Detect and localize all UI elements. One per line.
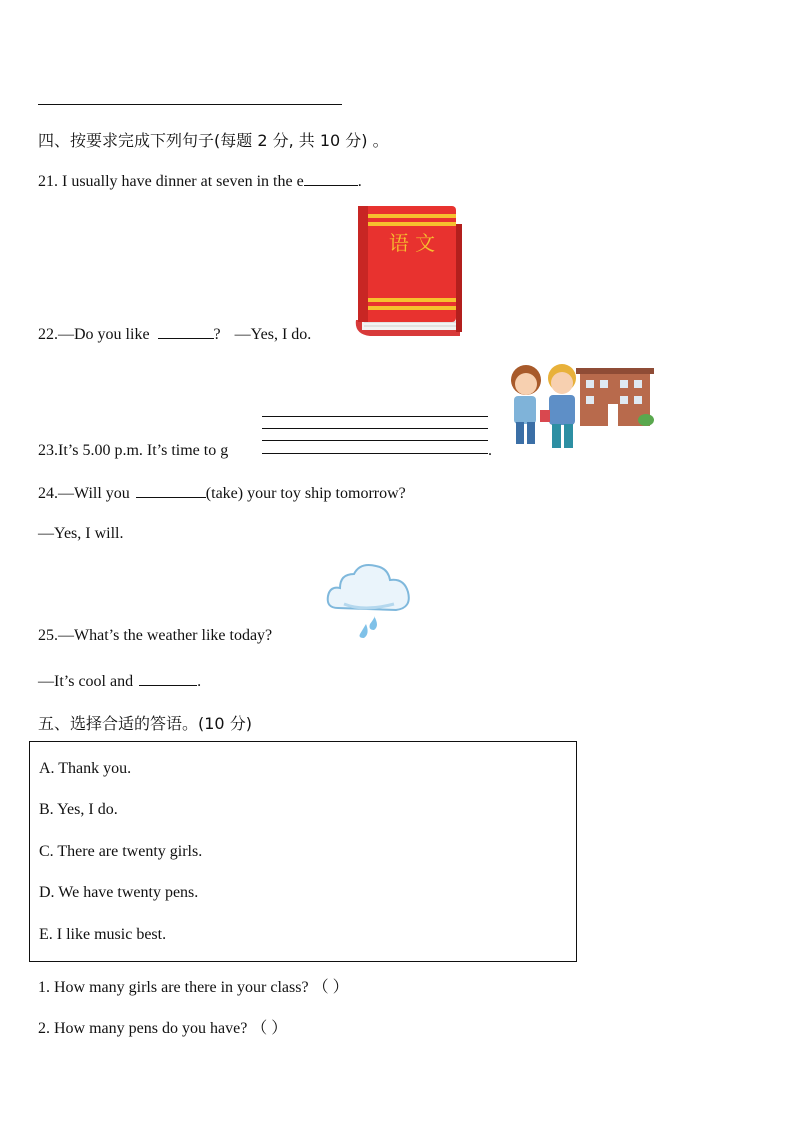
writing-line xyxy=(262,453,488,454)
option-b: B. Yes, I do. xyxy=(39,801,118,818)
option-c: C. There are twenty girls. xyxy=(39,843,203,860)
question-24-answer: —Yes, I will. xyxy=(38,525,124,542)
question-24-blank[interactable] xyxy=(136,483,206,498)
answer-options-box xyxy=(29,741,577,962)
question-22-text-a: 22.—Do you like xyxy=(38,326,150,343)
question-23-text: 23.It’s 5.00 p.m. It’s time to g xyxy=(38,442,229,459)
question-25-end: . xyxy=(197,673,202,690)
question-22-text-b: ? xyxy=(213,326,221,343)
question-25-answer-text: —It’s cool and xyxy=(38,673,134,690)
question-24-text-b: (take) your toy ship tomorrow? xyxy=(205,485,406,502)
question-25: 25.—What’s the weather like today? xyxy=(38,627,273,644)
writing-line xyxy=(262,416,488,417)
question-24 xyxy=(38,483,406,503)
question-23 xyxy=(38,442,228,460)
question-25-blank[interactable] xyxy=(139,671,197,686)
question-21-text: 21. I usually have dinner at seven in the e xyxy=(38,173,304,190)
question-22 xyxy=(38,324,311,344)
question-21 xyxy=(38,171,362,191)
option-a: A. Thank you. xyxy=(39,760,132,777)
question-5-2[interactable]: 2. How many pens do you have? （ ） xyxy=(38,1020,288,1037)
question-22-blank[interactable] xyxy=(158,324,214,339)
option-e: E. I like music best. xyxy=(39,926,167,943)
section-four-heading: 四、按要求完成下列句子(每题 2 分, 共 10 分) 。 xyxy=(38,131,389,150)
question-23-writing-lines[interactable] xyxy=(262,416,488,456)
chinese-book-icon xyxy=(350,202,466,340)
option-d: D. We have twenty pens. xyxy=(39,884,199,901)
rain-cloud-icon xyxy=(324,560,414,646)
book-title-text: 语 文 xyxy=(388,231,436,255)
question-21-blank[interactable] xyxy=(304,171,358,186)
writing-line xyxy=(262,428,488,429)
question-25-answer xyxy=(38,671,201,691)
children-school-icon xyxy=(496,358,656,458)
question-22-text-c: —Yes, I do. xyxy=(234,326,312,343)
question-5-1[interactable]: 1. How many girls are there in your class? （ ） xyxy=(38,979,349,996)
question-24-text-a: 24.—Will you xyxy=(38,485,130,502)
question-21-end: . xyxy=(357,173,362,190)
question-23-end: . xyxy=(488,442,492,459)
writing-line xyxy=(262,440,488,441)
answer-line-top xyxy=(38,104,342,105)
section-five-heading: 五、选择合适的答语。(10 分) xyxy=(38,714,252,733)
